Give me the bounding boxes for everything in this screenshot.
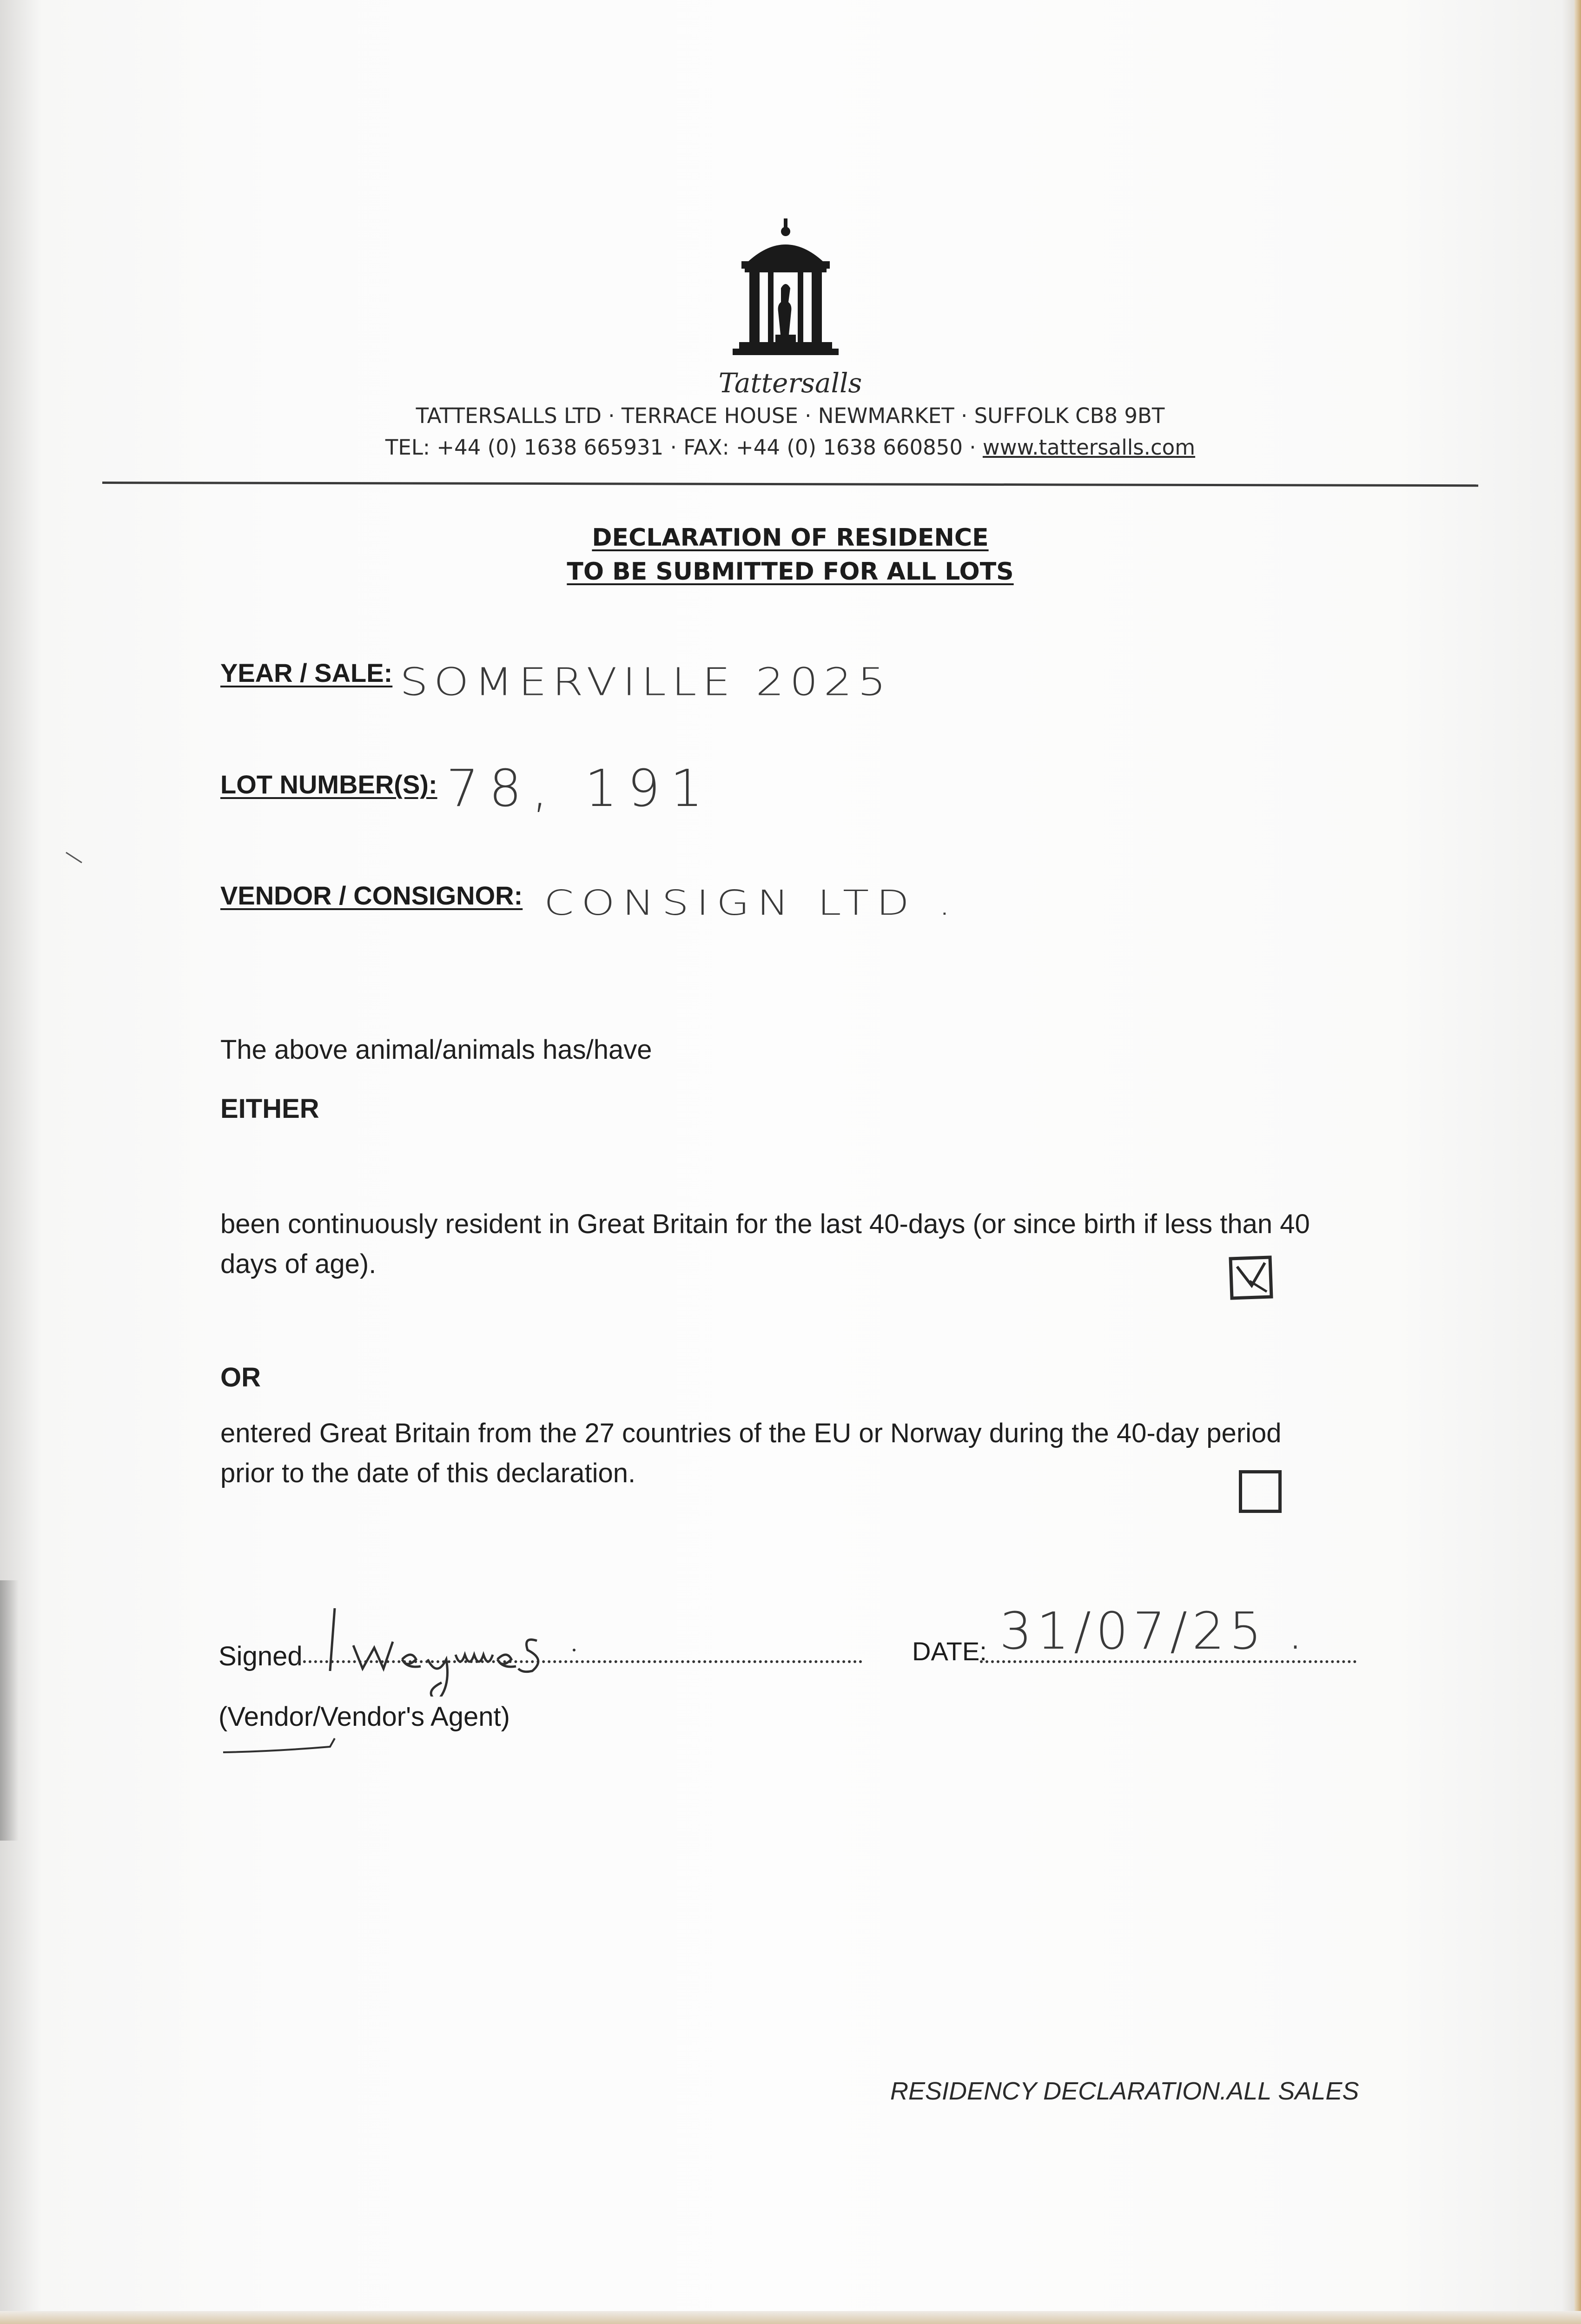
lot-numbers-label: LOT NUMBER(S): xyxy=(220,770,437,799)
stray-mark xyxy=(65,851,84,865)
or-heading: OR xyxy=(220,1362,261,1393)
vendor-label: VENDOR / CONSIGNOR: xyxy=(220,881,523,910)
signer-role: (Vendor/Vendor's Agent) xyxy=(218,1702,510,1732)
check-mark-icon xyxy=(1235,1262,1268,1294)
company-address: TATTERSALLS LTD · TERRACE HOUSE · NEWMARKET · SUFFOLK CB8 9BT xyxy=(416,403,1165,428)
underline-stroke xyxy=(218,1729,377,1757)
date-value: 31/07/25 . xyxy=(999,1601,1308,1661)
website-link[interactable]: www.tattersalls.com xyxy=(982,435,1196,460)
brand-name: Tattersalls xyxy=(718,367,862,399)
option2-checkbox[interactable] xyxy=(1239,1470,1282,1513)
year-sale-label: YEAR / SALE: xyxy=(220,658,393,687)
either-heading: EITHER xyxy=(220,1094,319,1124)
option2-text-line2: prior to the date of this declaration. xyxy=(220,1458,636,1488)
document-subtitle: TO BE SUBMITTED FOR ALL LOTS xyxy=(567,558,1014,586)
lot-numbers-value: 78, 191 xyxy=(446,759,713,818)
option1-checkbox[interactable] xyxy=(1229,1255,1273,1300)
declaration-intro: The above animal/animals has/have xyxy=(220,1035,652,1065)
signed-label: Signed xyxy=(218,1641,303,1671)
handwritten-signature xyxy=(316,1590,604,1697)
company-contact xyxy=(279,435,1302,460)
vendor-value: CONSIGN LTD . xyxy=(544,883,959,923)
footer-reference: RESIDENCY DECLARATION.ALL SALES xyxy=(890,2077,1359,2105)
contact-numbers: TEL: +44 (0) 1638 665931 · FAX: +44 (0) 1638 660850 · xyxy=(385,435,983,460)
option1-text-line2: days of age). xyxy=(220,1249,377,1279)
date-label: DATE: xyxy=(912,1637,987,1666)
paper-edge-bottom xyxy=(0,2311,1581,2324)
paper-edge-right xyxy=(1574,0,1581,2324)
year-sale-value: SOMERVILLE 2025 xyxy=(400,660,892,705)
tattersalls-logo-icon xyxy=(716,218,855,367)
scan-shadow xyxy=(0,1580,19,1841)
option2-text-line1: entered Great Britain from the 27 countries of the EU or Norway during the 40-day period xyxy=(220,1418,1282,1448)
option1-text-line1: been continuously resident in Great Britain for the last 40-days (or since birth if less than 40 xyxy=(220,1209,1310,1239)
document-title: DECLARATION OF RESIDENCE xyxy=(592,524,989,552)
header-rule xyxy=(102,482,1478,487)
